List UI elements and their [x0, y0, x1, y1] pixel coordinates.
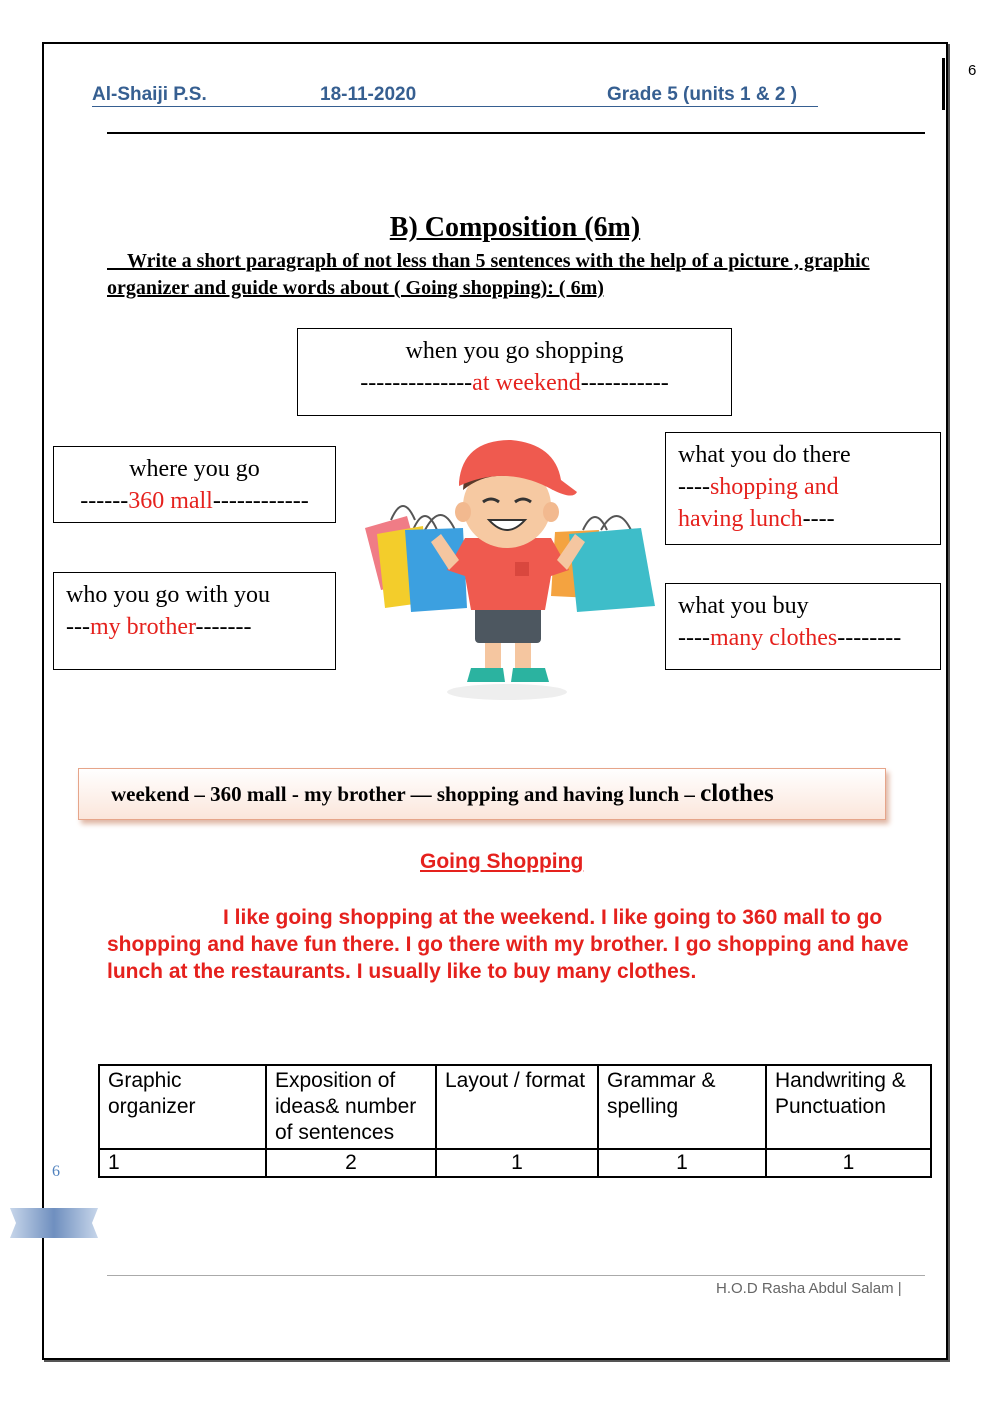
- organizer-what-do-box: [665, 432, 941, 545]
- what-buy-answer: many clothes: [709, 625, 838, 651]
- rubric-score: 1: [99, 1149, 266, 1177]
- side-page-number: 6: [52, 1163, 60, 1180]
- word-bank-last: clothes: [700, 780, 774, 807]
- organizer-when-box: [297, 328, 732, 416]
- header-underline: [92, 106, 818, 107]
- instruction-text: Write a short paragraph of not less than 5 sentences with the help of a picture , graphic organizer and guide words about ( Going shopping): ( 6m): [107, 250, 870, 299]
- organizer-what-buy-box: [665, 583, 941, 670]
- rubric-score: 2: [266, 1149, 436, 1177]
- section-title: B) Composition (6m): [389, 212, 641, 243]
- rubric-header: Exposition of ideas& number of sentences: [266, 1065, 436, 1149]
- footer-line: [107, 1275, 925, 1276]
- word-bank: [78, 768, 886, 820]
- rubric-header: Graphic organizer: [99, 1065, 266, 1149]
- who-answer: my brother: [89, 614, 196, 640]
- rubric-score: 1: [598, 1149, 766, 1177]
- what-do-answer-2: having lunch: [678, 506, 803, 532]
- composition-paragraph: I like going shopping at the weekend. I like going to 360 mall to go shopping and have fun there. I go there with my brother. I go shopping and have lunch at the restaurants. I usually like to buy many clothes.: [107, 906, 909, 983]
- header-separator: [107, 132, 925, 134]
- rubric-header: Layout / format: [436, 1065, 598, 1149]
- rubric-header: Grammar & spelling: [598, 1065, 766, 1149]
- rubric-score: 1: [436, 1149, 598, 1177]
- page-ribbon-icon: [10, 1206, 98, 1240]
- what-do-answer-line-1: ----shopping and: [678, 474, 839, 500]
- what-do-answer-1: shopping and: [709, 474, 839, 500]
- composition-title: Going Shopping: [420, 850, 584, 873]
- what-buy-answer-line: ----many clothes--------: [678, 625, 902, 651]
- what-do-prompt: what you do there: [678, 442, 851, 468]
- where-answer: 360 mall: [128, 488, 213, 514]
- organizer-where-box: [53, 446, 336, 523]
- who-prompt: who you go with you: [66, 582, 270, 608]
- rubric-header-row: [99, 1065, 931, 1149]
- word-bank-text: weekend – 360 mall - my brother — shopping and having lunch –: [111, 782, 701, 806]
- school-name: Al-Shaiji P.S.: [92, 84, 207, 105]
- page-number: 6: [968, 62, 977, 79]
- when-answer-line: --------------at weekend-----------: [360, 370, 669, 396]
- rubric-score: 1: [766, 1149, 931, 1177]
- boy-with-shopping-bags-icon: [355, 430, 660, 720]
- rubric-score-row: [99, 1149, 931, 1177]
- header-vertical-bar: [942, 58, 945, 110]
- who-answer-line: ---my brother-------: [66, 614, 252, 640]
- when-answer: at weekend: [472, 370, 581, 396]
- where-answer-line: ------360 mall------------: [80, 488, 309, 514]
- rubric-table: [98, 1064, 932, 1178]
- what-do-answer-line-2: having lunch----: [678, 506, 835, 532]
- grade-label: Grade 5 (units 1 & 2 ): [607, 84, 798, 105]
- exam-date: 18-11-2020: [320, 84, 417, 105]
- rubric-header: Handwriting & Punctuation: [766, 1065, 931, 1149]
- footer-text: H.O.D Rasha Abdul Salam |: [716, 1280, 902, 1297]
- where-prompt: where you go: [129, 456, 260, 482]
- organizer-who-box: [53, 572, 336, 670]
- what-buy-prompt: what you buy: [678, 593, 809, 619]
- when-prompt: when you go shopping: [405, 338, 624, 364]
